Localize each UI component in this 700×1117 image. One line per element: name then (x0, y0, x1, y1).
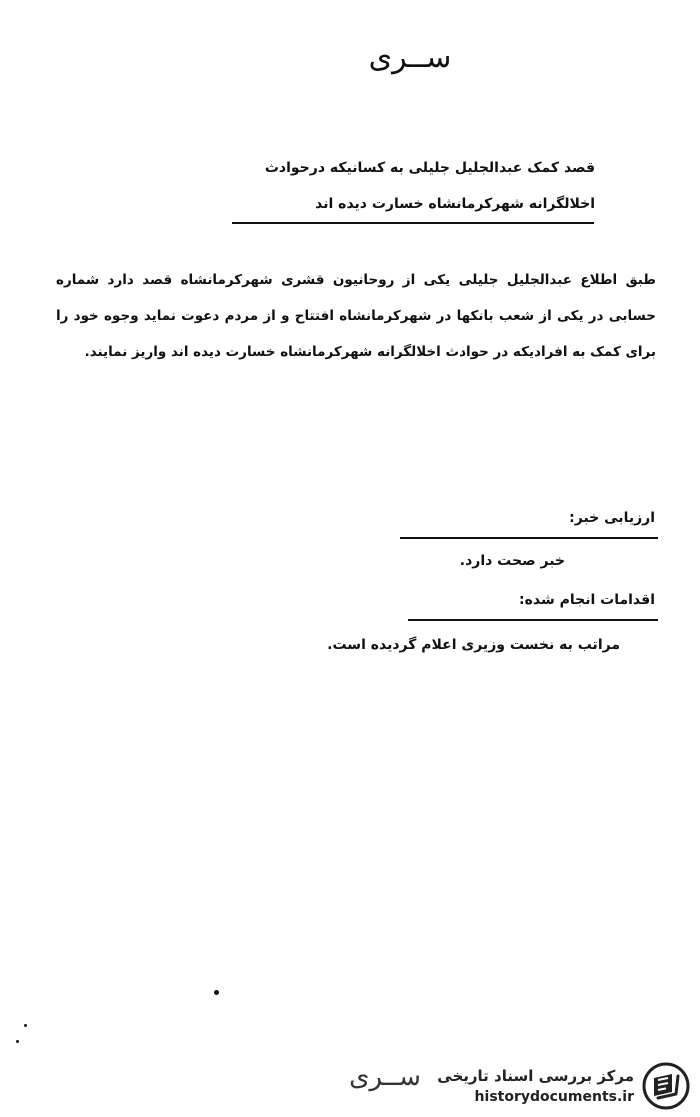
actions-value: مراتب به نخست وزیری اعلام گردیده است. (327, 637, 620, 653)
ink-speck (16, 1040, 19, 1043)
assessment-label: ارزیابی خبر: (569, 510, 655, 526)
watermark-url: historydocuments.ir (474, 1089, 634, 1105)
assessment-value: خبر صحت دارد. (459, 553, 565, 569)
classification-header: ســری (368, 40, 452, 75)
ink-speck (24, 1024, 27, 1027)
actions-label: اقدامات انجام شده: (519, 592, 655, 608)
assessment-underline (400, 537, 658, 539)
subject-line: قصد کمک عبدالجلیل جلیلی به کسانیکه درحوادث (264, 160, 595, 176)
subject-underline (232, 222, 594, 224)
report-body: طبق اطلاع عبدالجلیل جلیلی یکی از روحانیون قشری شهرکرمانشاه قصد دارد شماره حسابی در یکی از شعب بانکها در شهرکرمانشاه افتتاح و از مردم دعوت نماید وجوه خود را برای کمک به افرادیکه در حوادث اخلالگرانه شهرکرمانشاه خسارت دیده اند واریز نمایند. (56, 272, 656, 360)
subject-line: اخلالگرانه شهرکرمانشاه خسارت دیده اند (315, 196, 595, 212)
archive-logo-icon (642, 1062, 690, 1110)
document-subject (215, 150, 595, 222)
actions-underline (408, 619, 658, 621)
watermark-title: مرکز بررسی اسناد تاریخی (437, 1067, 634, 1085)
archive-watermark (437, 1060, 690, 1112)
classification-footer: ســری (349, 1062, 421, 1092)
watermark-text (437, 1065, 634, 1107)
ink-speck (214, 990, 219, 995)
